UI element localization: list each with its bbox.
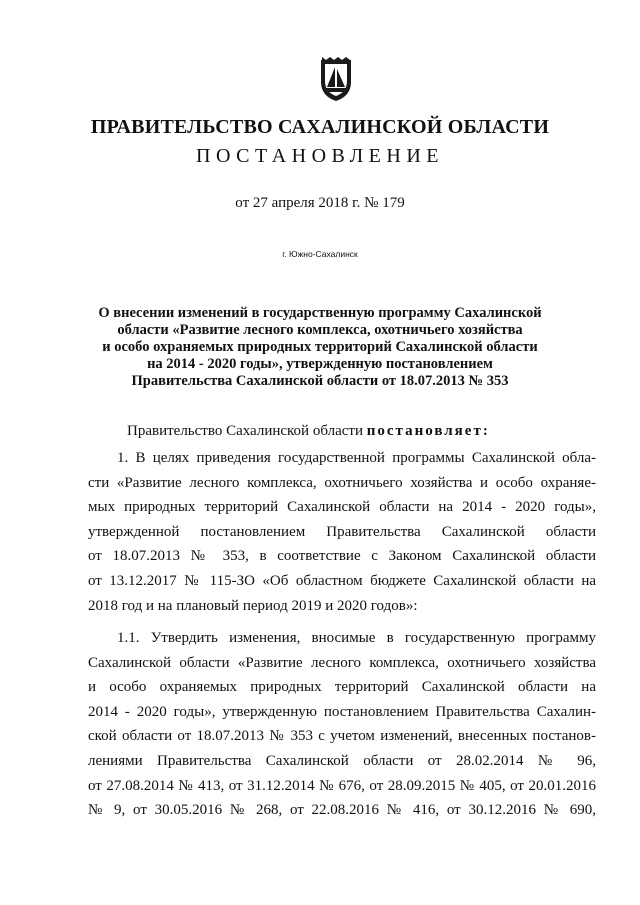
paragraph-line: 2018 год и на плановый период 2019 и 2020 годов»:	[88, 597, 418, 614]
paragraph-line: мых природных территорий Сахалинской области на 2014 - 2020 годы»,	[88, 499, 596, 516]
document-subject	[0, 305, 640, 390]
government-title: ПРАВИТЕЛЬСТВО САХАЛИНСКОЙ ОБЛАСТИ	[90, 116, 550, 138]
subject-line: и особо охраняемых природных территорий Сахалинской области	[102, 339, 538, 355]
intro-verb: постановляет:	[366, 423, 490, 439]
intro-prefix: Правительство Сахалинской области	[127, 423, 367, 439]
subject-line: области «Развитие лесного комплекса, охотничьего хозяйства	[117, 322, 523, 338]
paragraph-2	[88, 626, 596, 823]
intro-line	[127, 423, 490, 440]
paragraph-line: от 27.08.2014 № 413, от 31.12.2014 № 676, от 28.09.2015 № 405, от 20.01.2016	[88, 777, 596, 794]
paragraph-line: Сахалинской области «Развитие лесного комплекса, охотничьего хозяйства	[88, 654, 596, 671]
document-date: от 27 апреля 2018 г. № 179	[235, 195, 405, 211]
paragraph-line: 1. В целях приведения государственной программы Сахалинской обла-	[117, 450, 596, 466]
paragraph-line: сти «Развитие лесного комплекса, охотничьего хозяйства и особо охраняе-	[88, 474, 596, 491]
paragraph-line: от 18.07.2013 № 353, в соответствие с Законом Сахалинской области	[88, 548, 596, 565]
paragraph-line: и особо охраняемых природных территорий Сахалинской области на	[88, 679, 596, 696]
paragraph-line: утвержденной постановлением Правительства Сахалинской области	[88, 523, 596, 540]
city-name: г. Южно-Сахалинск	[282, 249, 358, 259]
document-type: ПОСТАНОВЛЕНИЕ	[196, 145, 444, 167]
paragraph-line: 2014 - 2020 годы», утвержденную постановлением Правительства Сахалин-	[88, 703, 596, 720]
paragraph-line: лениями Правительства Сахалинской области от 28.02.2014 № 96,	[88, 752, 596, 769]
paragraph-line: 1.1. Утвердить изменения, вносимые в государственную программу	[117, 630, 596, 646]
subject-line: О внесении изменений в государственную программу Сахалинской	[98, 305, 542, 321]
paragraph-line: № 9, от 30.05.2016 № 268, от 22.08.2016 № 416, от 30.12.2016 № 690,	[88, 802, 596, 819]
subject-line: на 2014 - 2020 годы», утвержденную постановлением	[147, 356, 493, 372]
coat-of-arms-icon	[318, 56, 354, 102]
paragraph-1	[88, 446, 596, 618]
paragraph-line: ской области от 18.07.2013 № 353 с учетом изменений, внесенных постанов-	[88, 728, 596, 745]
subject-line: Правительства Сахалинской области от 18.07.2013 № 353	[131, 373, 509, 389]
paragraph-line: от 13.12.2017 № 115-ЗО «Об областном бюджете Сахалинской области на	[88, 572, 596, 589]
